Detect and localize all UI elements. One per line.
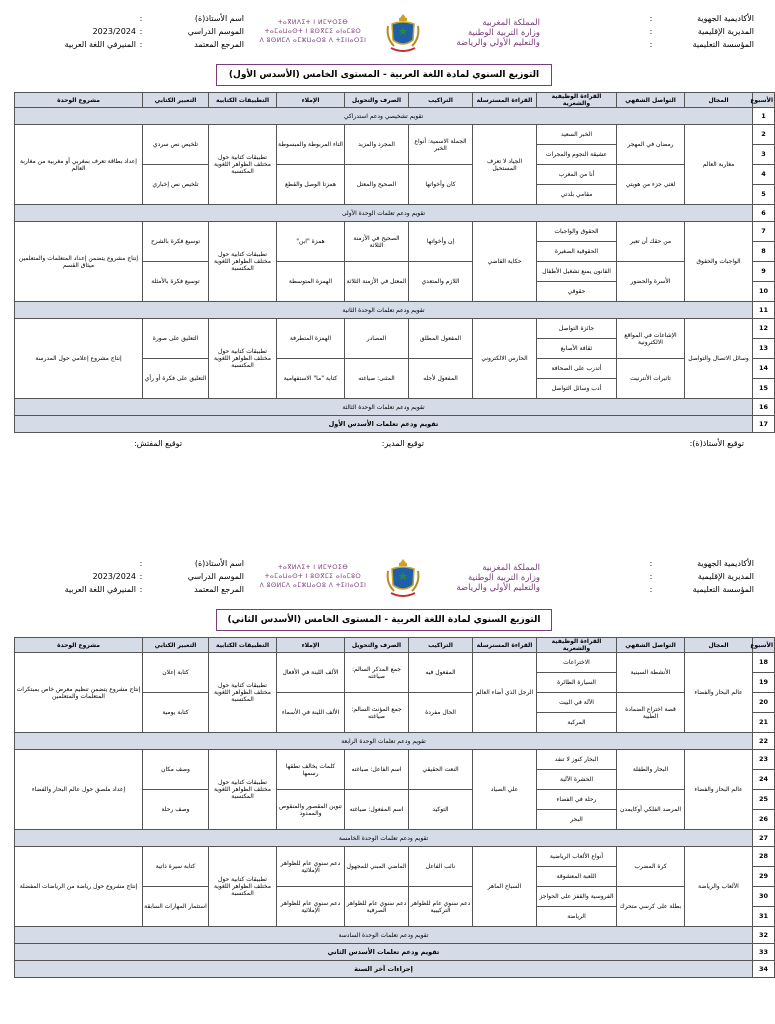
spelling-cell: تنوين المقصور والمنقوص والممدود [277, 790, 345, 830]
spelling-cell: كتابة "ما" الاستفهامية [277, 359, 345, 399]
week-number: 8 [753, 242, 775, 262]
column-header: القراءة المسترسلة [473, 638, 537, 653]
colon: : [139, 559, 143, 568]
colon: : [139, 14, 143, 23]
syntax-cell: اللازم والمتعدي [409, 262, 473, 302]
reading-cell: البحر [537, 810, 617, 830]
week-number: 33 [753, 944, 775, 961]
column-header: المجال [685, 93, 753, 108]
ministry-line: وزارة التربية الوطنية [467, 573, 540, 583]
reading-cell: مقامي بلدتي [537, 185, 617, 205]
evaluation-row [15, 961, 775, 978]
reading-cell: عشيقة النجوم والمجرات [537, 145, 617, 165]
column-header: التواصل الشفهي [617, 93, 685, 108]
ministry-line: المملكة المغربية [482, 563, 540, 573]
colon: : [139, 585, 143, 594]
column-header: القراءة الوظيفية والشعرية [537, 93, 617, 108]
header-field [14, 570, 244, 583]
field-value: المنيرفي اللغة العربية [64, 585, 136, 594]
reading-cell: أنواع الألعاب الرياضية [537, 847, 617, 867]
document-title: التوزيع السنوي لمادة اللغة العربية - المستوى الخامس (الأسدس الأول) [216, 64, 552, 86]
ministry-line: المملكة المغربية [482, 18, 540, 28]
extended-reading-cell: الجياد لا تعرف المستحيل [473, 125, 537, 205]
tifinagh-ministry-name [248, 18, 378, 45]
evaluation-band: تقويم ودعم تعلمات الوحدة الخامسة [15, 830, 753, 847]
week-number: 12 [753, 319, 775, 339]
week-number: 23 [753, 750, 775, 770]
ministry-line: والتعليم الأولي والرياضة [456, 38, 540, 48]
column-header: التطبيقات الكتابية [209, 93, 277, 108]
morphology-cell: المجرد والمزيد [345, 125, 409, 165]
tifinagh-line: ⴷ ⵓⵙⵍⵎⴷ ⴰⵎⵣⵡⴰⵔⵓ ⴷ ⵜⵉⵏⵏⴰⵔⵉⵏ [259, 37, 367, 44]
week-number: 18 [753, 653, 775, 673]
table-header-row [15, 638, 775, 653]
extended-reading-cell: الحارس الالكتروني [473, 319, 537, 399]
domain-cell: مغاربة العالم [685, 125, 753, 205]
reading-cell: السيارة الطائرة [537, 673, 617, 693]
spelling-cell: همزة "ابن" [277, 222, 345, 262]
spelling-cell: همزتا الوصل والقطع [277, 165, 345, 205]
evaluation-band: تقويم ودعم تعلمات الوحدة الثالثة [15, 399, 753, 416]
unit-project-cell: إنتاج مشروع يتضمن تنظيم معرض خاص بمبتكرات المتعلمات والمتعلمين [15, 653, 143, 733]
syntax-cell: كان وأخواتها [409, 165, 473, 205]
spelling-cell: الألف اللينة في الأفعال [277, 653, 345, 693]
signatures-row [14, 439, 754, 457]
week-number: 16 [753, 399, 775, 416]
week-number: 28 [753, 847, 775, 867]
table-row [15, 653, 775, 673]
evaluation-row [15, 302, 775, 319]
header-field [14, 38, 244, 51]
column-header: الصرف والتحويل [345, 93, 409, 108]
morphology-cell: جمع المؤنث السالم: صياغته [345, 693, 409, 733]
week-number: 13 [753, 339, 775, 359]
week-number: 7 [753, 222, 775, 242]
spelling-cell: دعم سنوي عام للظواهر الإملائية [277, 847, 345, 887]
tifinagh-line: ⵜⴰⵎⴰⵡⴰⵙⵜ ⵏ ⵓⵙⴳⵎⵉ ⴰⵏⴰⵎⵓⵔ [264, 573, 362, 580]
extended-reading-cell: الرجل الذي أضاء العالم [473, 653, 537, 733]
domain-cell: عالم البحار والفضاء [685, 750, 753, 830]
written-expression-cell: تلخيص نص إخباري [143, 165, 209, 205]
syntax-cell: التوكيد [409, 790, 473, 830]
week-number: 10 [753, 282, 775, 302]
field-label: اسم الأستاذ(ة) [194, 559, 244, 568]
evaluation-row [15, 416, 775, 433]
week-number: 1 [753, 108, 775, 125]
colon: : [649, 559, 653, 568]
document-header [14, 10, 754, 58]
document-title: التوزيع السنوي لمادة اللغة العربية - المستوى الخامس (الأسدس الثاني) [216, 609, 552, 631]
reading-cell: الآلة في البيت [537, 693, 617, 713]
morphology-cell: المثنى: صياغته [345, 359, 409, 399]
header-teacher-info [14, 557, 244, 596]
evaluation-row [15, 830, 775, 847]
morphology-cell: دعم سنوي عام للظواهر الصرفية [345, 887, 409, 927]
evaluation-band: إجراءات آخر السنة [15, 961, 753, 978]
field-value: المنيرفي اللغة العربية [64, 40, 136, 49]
tifinagh-ministry-name [248, 563, 378, 590]
field-label: المرجع المعتمد [194, 585, 244, 594]
column-header: الإملاء [277, 93, 345, 108]
field-label: المديرية الإقليمية [697, 572, 754, 581]
header-field [554, 570, 754, 583]
written-expression-cell: التعليق على صورة [143, 319, 209, 359]
oral-cell: رمضان في المهجر [617, 125, 685, 165]
syntax-cell: النعت الحقيقي [409, 750, 473, 790]
oral-cell: الإشاعات في المواقع الالكترونية [617, 319, 685, 359]
evaluation-band: تقويم ودعم تعلمات الوحدة السادسة [15, 927, 753, 944]
domain-cell: وسائل الاتصال والتواصل [685, 319, 753, 399]
header-field [14, 583, 244, 596]
written-applications-cell: تطبيقات كتابية حول مختلف الظواهر اللغوية المكتسبة [209, 653, 277, 733]
reading-cell: الخبر السعيد [537, 125, 617, 145]
written-expression-cell: وصف مكان [143, 750, 209, 790]
reading-cell: جائزة التواصل [537, 319, 617, 339]
written-expression-cell: وصف رحلة [143, 790, 209, 830]
week-number: 3 [753, 145, 775, 165]
oral-cell: الأسرة والحضور [617, 262, 685, 302]
field-label: المؤسسة التعليمية [692, 585, 754, 594]
tifinagh-line: ⵜⴰⴳⵍⴷⵉⵜ ⵏ ⵍⵎⵖⵔⵉⴱ [277, 19, 349, 26]
evaluation-band: تقويم ودعم تعلمات الأسدس الثاني [15, 944, 753, 961]
column-header: القراءة المسترسلة [473, 93, 537, 108]
teacher-signature-label: توقيع الأستاذ(ة): [689, 439, 744, 448]
evaluation-row [15, 733, 775, 750]
column-header: مشروع الوحدة [15, 93, 143, 108]
field-label: الموسم الدراسي [187, 27, 244, 36]
week-number: 6 [753, 205, 775, 222]
header-teacher-info [14, 12, 244, 51]
table-row [15, 125, 775, 145]
colon: : [649, 14, 653, 23]
reading-cell: الحشرة الآلية [537, 770, 617, 790]
column-header: الأسبوع [753, 638, 775, 653]
week-number: 30 [753, 887, 775, 907]
week-number: 24 [753, 770, 775, 790]
table-header-row [15, 93, 775, 108]
oral-cell: الأنشطة السينية [617, 653, 685, 693]
tifinagh-line: ⵜⴰⵎⴰⵡⴰⵙⵜ ⵏ ⵓⵙⴳⵎⵉ ⴰⵏⴰⵎⵓⵔ [264, 28, 362, 35]
colon: : [649, 27, 653, 36]
table-row [15, 847, 775, 867]
week-number: 14 [753, 359, 775, 379]
column-header: التعبير الكتابي [143, 638, 209, 653]
syntax-cell: المفعول فيه [409, 653, 473, 693]
extended-reading-cell: السباح الماهر [473, 847, 537, 927]
reading-cell: ثقافة الأصابع [537, 339, 617, 359]
oral-cell: من حقك أن تعبر [617, 222, 685, 262]
unit-project-cell: إعداد بطاقة تعرف بمغربي أو مغربية من مغاربة العالم [15, 125, 143, 205]
moroccan-emblem-icon [386, 557, 420, 599]
sheet-semester-2 [14, 555, 773, 978]
annual-distribution-table [14, 92, 775, 433]
reading-cell: رحلة في الفضاء [537, 790, 617, 810]
reading-cell: الاختراعات [537, 653, 617, 673]
ministry-line: وزارة التربية الوطنية [467, 28, 540, 38]
written-applications-cell: تطبيقات كتابية حول مختلف الظواهر اللغوية المكتسبة [209, 222, 277, 302]
written-expression-cell: التعليق على فكرة أو رأي [143, 359, 209, 399]
reading-cell: حقوقي [537, 282, 617, 302]
column-header: الأسبوع [753, 93, 775, 108]
week-number: 9 [753, 262, 775, 282]
morphology-cell: الماضي المبني للمجهول [345, 847, 409, 887]
document-header [14, 555, 754, 603]
column-header: التراكيب [409, 638, 473, 653]
week-number: 26 [753, 810, 775, 830]
morphology-cell: جمع المذكر السالم: صياغته [345, 653, 409, 693]
week-number: 19 [753, 673, 775, 693]
oral-cell: تاثيرات الأنترنيت [617, 359, 685, 399]
written-applications-cell: تطبيقات كتابية حول مختلف الظواهر اللغوية المكتسبة [209, 847, 277, 927]
domain-cell: عالم البحار والفضاء [685, 653, 753, 733]
evaluation-row [15, 399, 775, 416]
reading-cell: الفروسية والقفز على الحواجز [537, 887, 617, 907]
reading-cell: اللعبة المعشوقة [537, 867, 617, 887]
colon: : [139, 40, 143, 49]
written-expression-cell: استثمار المهارات السابقة [143, 887, 209, 927]
written-expression-cell: توسيع فكرة بالشرح [143, 222, 209, 262]
written-expression-cell: توسيع فكرة بالأمثلة [143, 262, 209, 302]
reading-cell: الحقوق والواجبات [537, 222, 617, 242]
week-number: 2 [753, 125, 775, 145]
syntax-cell: دعم سنوي عام للظواهر التركيبية [409, 887, 473, 927]
colon: : [649, 572, 653, 581]
week-number: 31 [753, 907, 775, 927]
field-label: اسم الأستاذ(ة) [194, 14, 244, 23]
week-number: 5 [753, 185, 775, 205]
unit-project-cell: إنتاج مشروع إعلامي حول المدرسة [15, 319, 143, 399]
reading-cell: أدب وسائل التواصل [537, 379, 617, 399]
header-admin-info [554, 12, 754, 51]
reading-cell: أنا من المغرب [537, 165, 617, 185]
column-header: القراءة الوظيفية والشعرية [537, 638, 617, 653]
column-header: التراكيب [409, 93, 473, 108]
spelling-cell: الألف اللينة في الأسماء [277, 693, 345, 733]
tifinagh-line: ⴷ ⵓⵙⵍⵎⴷ ⴰⵎⵣⵡⴰⵔⵓ ⴷ ⵜⵉⵏⵏⴰⵔⵉⵏ [259, 582, 367, 589]
inspector-signature-label: توقيع المفتش: [134, 439, 183, 448]
oral-cell: كرة المضرب [617, 847, 685, 887]
week-number: 29 [753, 867, 775, 887]
reading-cell: أتدرب على الصحافة [537, 359, 617, 379]
colon: : [649, 585, 653, 594]
week-number: 32 [753, 927, 775, 944]
syntax-cell: الحال مفردة [409, 693, 473, 733]
field-value: 2023/2024 [92, 27, 136, 36]
field-label: الموسم الدراسي [187, 572, 244, 581]
week-number: 15 [753, 379, 775, 399]
written-expression-cell: كتابة سيرة ذاتية [143, 847, 209, 887]
morphology-cell: اسم الفاعل: صياغته [345, 750, 409, 790]
morphology-cell: المعتل في الأزمنة الثلاثة [345, 262, 409, 302]
unit-project-cell: إنتاج مشروع يتضمن إعداد المتعلمات والمتعلمين ميثاق القسم [15, 222, 143, 302]
director-signature-label: توقيع المدير: [381, 439, 424, 448]
field-label: المرجع المعتمد [194, 40, 244, 49]
field-label: المؤسسة التعليمية [692, 40, 754, 49]
moroccan-emblem-icon [386, 12, 420, 54]
evaluation-band: تقويم ودعم تعلمات الأسدس الأول [15, 416, 753, 433]
week-number: 11 [753, 302, 775, 319]
colon: : [139, 27, 143, 36]
written-applications-cell: تطبيقات كتابية حول مختلف الظواهر اللغوية المكتسبة [209, 750, 277, 830]
header-field [14, 12, 244, 25]
field-value: 2023/2024 [92, 572, 136, 581]
field-label: المديرية الإقليمية [697, 27, 754, 36]
ministry-name [428, 18, 540, 48]
table-row [15, 222, 775, 242]
ministry-line: والتعليم الأولي والرياضة [456, 583, 540, 593]
oral-cell: قصة اختراع الضمادة الطبية [617, 693, 685, 733]
colon: : [139, 572, 143, 581]
annual-distribution-table [14, 637, 775, 978]
morphology-cell: المصادر [345, 319, 409, 359]
written-applications-cell: تطبيقات كتابية حول مختلف الظواهر اللغوية المكتسبة [209, 125, 277, 205]
column-header: الإملاء [277, 638, 345, 653]
spelling-cell: دعم سنوي عام للظواهر الإملائية [277, 887, 345, 927]
reading-cell: القانون يمنع تشغيل الأطفال [537, 262, 617, 282]
evaluation-band: تقويم ودعم تعلمات الوحدة الثانية [15, 302, 753, 319]
written-expression-cell: تلخيص نص سردي [143, 125, 209, 165]
spelling-cell: الهمزة المتوسطة [277, 262, 345, 302]
extended-reading-cell: علي الصياد [473, 750, 537, 830]
morphology-cell: الصحيح في الأزمنة الثلاثة [345, 222, 409, 262]
morphology-cell: الصحيح والمعتل [345, 165, 409, 205]
spelling-cell: الهمزة المتطرفة [277, 319, 345, 359]
oral-cell: لغتي جزء من هويتي [617, 165, 685, 205]
week-number: 21 [753, 713, 775, 733]
week-number: 34 [753, 961, 775, 978]
column-header: التطبيقات الكتابية [209, 638, 277, 653]
syntax-cell: نائب الفاعل [409, 847, 473, 887]
reading-cell: البحار كنوز لا تنفد [537, 750, 617, 770]
unit-project-cell: إعداد ملصق حول عالم البحار والفضاء [15, 750, 143, 830]
tifinagh-line: ⵜⴰⴳⵍⴷⵉⵜ ⵏ ⵍⵎⵖⵔⵉⴱ [277, 564, 349, 571]
spelling-cell: التاء المربوطة والمبسوطة [277, 125, 345, 165]
extended-reading-cell: حكاية القاضي [473, 222, 537, 302]
evaluation-band: تقويم تشخيصي ودعم استدراكي [15, 108, 753, 125]
domain-cell: الألعاب والرياضة [685, 847, 753, 927]
ministry-name [428, 563, 540, 593]
header-field [554, 38, 754, 51]
column-header: مشروع الوحدة [15, 638, 143, 653]
syntax-cell: الجملة الاسمية: أنواع الخبر [409, 125, 473, 165]
week-number: 4 [753, 165, 775, 185]
syntax-cell: المفعول لأجله [409, 359, 473, 399]
column-header: المجال [685, 638, 753, 653]
table-row [15, 750, 775, 770]
header-admin-info [554, 557, 754, 596]
syntax-cell: إن وأخواتها [409, 222, 473, 262]
evaluation-band: تقويم ودعم تعلمات الوحدة الأولى [15, 205, 753, 222]
evaluation-row [15, 944, 775, 961]
header-field [14, 25, 244, 38]
week-number: 22 [753, 733, 775, 750]
header-field [14, 557, 244, 570]
syntax-cell: المفعول المطلق [409, 319, 473, 359]
unit-project-cell: إنتاج مشروع حول رياضة من الرياضات المفضلة [15, 847, 143, 927]
reading-cell: الرياضة [537, 907, 617, 927]
header-field [554, 12, 754, 25]
written-expression-cell: كتابة يومية [143, 693, 209, 733]
colon: : [649, 40, 653, 49]
evaluation-row [15, 927, 775, 944]
table-row [15, 319, 775, 339]
column-header: الصرف والتحويل [345, 638, 409, 653]
sheet-semester-1 [14, 10, 773, 457]
reading-cell: المركبة [537, 713, 617, 733]
field-label: الأكاديمية الجهوية [697, 559, 754, 568]
header-field [554, 583, 754, 596]
week-number: 25 [753, 790, 775, 810]
morphology-cell: اسم المفعول: صياغته [345, 790, 409, 830]
oral-cell: البحار والطفلة [617, 750, 685, 790]
domain-cell: الواجبات والحقوق [685, 222, 753, 302]
header-field [554, 557, 754, 570]
evaluation-row [15, 205, 775, 222]
reading-cell: الحقوقية الصغيرة [537, 242, 617, 262]
week-number: 27 [753, 830, 775, 847]
column-header: التعبير الكتابي [143, 93, 209, 108]
ministry-logo-block [240, 10, 540, 58]
ministry-logo-block [240, 555, 540, 603]
spelling-cell: كلمات يخالف نطقها رسمها [277, 750, 345, 790]
field-label: الأكاديمية الجهوية [697, 14, 754, 23]
week-number: 20 [753, 693, 775, 713]
column-header: التواصل الشفهي [617, 638, 685, 653]
written-expression-cell: كتابة إعلان [143, 653, 209, 693]
oral-cell: المرصد الفلكي أوكايمدن [617, 790, 685, 830]
oral-cell: بطلة على كرسي متحرك [617, 887, 685, 927]
evaluation-row [15, 108, 775, 125]
week-number: 17 [753, 416, 775, 433]
written-applications-cell: تطبيقات كتابية حول مختلف الظواهر اللغوية المكتسبة [209, 319, 277, 399]
evaluation-band: تقويم ودعم تعلمات الوحدة الرابعة [15, 733, 753, 750]
header-field [554, 25, 754, 38]
